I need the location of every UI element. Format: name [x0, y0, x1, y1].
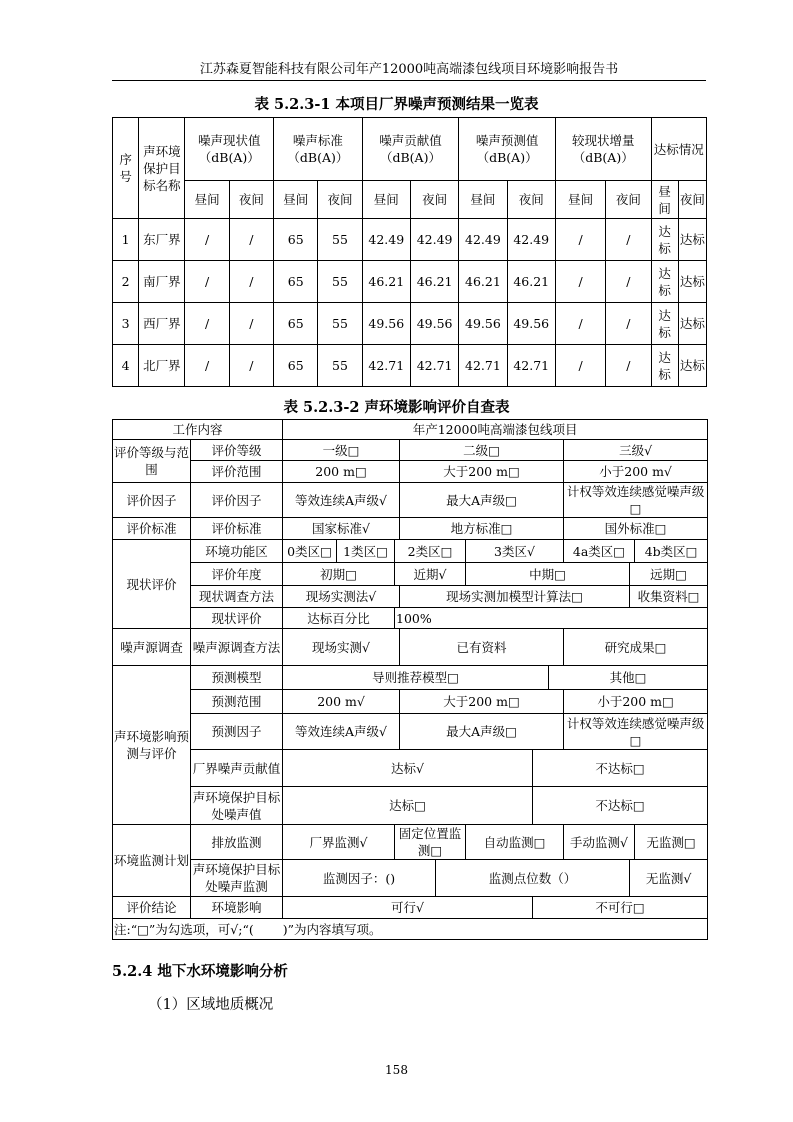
header-target-name: 声环境保护目标名称	[139, 118, 185, 219]
option: 小于200 m√	[564, 461, 708, 483]
survey-method-label: 现状调查方法	[191, 586, 283, 608]
header-no: 序号	[113, 118, 139, 219]
group-factor: 评价因子	[113, 483, 191, 518]
group-level-range: 评价等级与范围	[113, 440, 191, 483]
option: 达标√	[283, 750, 533, 787]
cell: 65	[274, 345, 318, 387]
cell: 达标	[651, 345, 678, 387]
option: 计权等效连续感觉噪声级□	[564, 483, 708, 518]
cell: 46.21	[410, 261, 458, 303]
sub-day: 昼间	[274, 181, 318, 219]
header-increment: 较现状增量（dB(A)）	[555, 118, 651, 181]
cell: /	[606, 219, 651, 261]
option: 中期□	[466, 563, 630, 586]
option: 一级□	[283, 440, 400, 461]
cell: /	[185, 219, 229, 261]
cell: 达标	[651, 261, 678, 303]
sub-night: 夜间	[606, 181, 651, 219]
cell: 46.21	[362, 261, 410, 303]
page-header: 江苏森夏智能科技有限公司年产12000吨高端漆包线项目环境影响报告书	[199, 62, 619, 77]
option: 研究成果□	[564, 629, 708, 666]
cell: 42.71	[362, 345, 410, 387]
option: 可行√	[283, 897, 533, 919]
env-impact-label: 环境影响	[191, 897, 283, 919]
cell: 达标	[651, 303, 678, 345]
cell: 49.56	[459, 303, 507, 345]
eval-std-label: 评价标准	[191, 518, 283, 540]
option: 不达标□	[533, 787, 708, 825]
option: 无监测√	[630, 860, 708, 897]
work-content-label: 工作内容	[113, 420, 283, 440]
cell: 42.49	[507, 219, 555, 261]
table1-caption: 表 5.2.3-1 本项目厂界噪声预测结果一览表	[254, 96, 539, 113]
cell: /	[229, 345, 273, 387]
boundary-label: 厂界噪声贡献值	[191, 750, 283, 787]
option: 已有资料	[400, 629, 564, 666]
option: 收集资料□	[630, 586, 708, 608]
project-name: 年产12000吨高端漆包线项目	[283, 420, 708, 440]
cell: 49.56	[410, 303, 458, 345]
option: 等效连续A声级√	[283, 483, 400, 518]
sub-night: 夜间	[229, 181, 273, 219]
cell: 49.56	[507, 303, 555, 345]
option: 最大A声级□	[400, 714, 564, 750]
cell: /	[555, 345, 605, 387]
row-name: 东厂界	[139, 219, 185, 261]
func-zone-label: 环境功能区	[191, 540, 283, 563]
header-rule	[112, 80, 706, 81]
cell: 达标	[678, 261, 706, 303]
sub-day: 昼间	[555, 181, 605, 219]
option: 二级□	[400, 440, 564, 461]
table-row	[113, 219, 707, 261]
cell: /	[555, 261, 605, 303]
option: 初期□	[283, 563, 395, 586]
cell: /	[555, 303, 605, 345]
option: 200 m√	[283, 690, 400, 714]
current-eval-label: 现状评价	[191, 608, 283, 629]
row-name: 南厂界	[139, 261, 185, 303]
header-status: 达标情况	[651, 118, 706, 181]
cell: /	[606, 261, 651, 303]
cell: /	[606, 345, 651, 387]
option: 小于200 m□	[564, 690, 708, 714]
option: 200 m□	[283, 461, 400, 483]
sub-day: 昼间	[185, 181, 229, 219]
option: 最大A声级□	[400, 483, 564, 518]
option: 大于200 m□	[400, 461, 564, 483]
pred-factor-label: 预测因子	[191, 714, 283, 750]
src-method-label: 噪声源调查方法	[191, 629, 283, 666]
cell: 65	[274, 219, 318, 261]
row-no: 1	[113, 219, 139, 261]
row-name: 北厂界	[139, 345, 185, 387]
option: 4a类区□	[564, 540, 635, 563]
section-title: 5.2.4 地下水环境影响分析	[112, 963, 288, 980]
option: 2类区□	[395, 540, 466, 563]
option: 固定位置监测□	[395, 825, 466, 860]
header-contribution: 噪声贡献值（dB(A)）	[362, 118, 459, 181]
cell: 55	[318, 303, 362, 345]
group-monitoring: 环境监测计划	[113, 825, 191, 897]
option: 远期□	[630, 563, 708, 586]
cell: 55	[318, 219, 362, 261]
table-note: 注:“□”为勾选项，可√;“( )”为内容填写项。	[113, 919, 708, 940]
table-row	[113, 261, 707, 303]
pct-value: 100%	[395, 608, 708, 629]
cell: 42.49	[459, 219, 507, 261]
cell: 46.21	[459, 261, 507, 303]
cell: 42.49	[410, 219, 458, 261]
eval-factor-label: 评价因子	[191, 483, 283, 518]
cell: 65	[274, 261, 318, 303]
sub-night: 夜间	[678, 181, 706, 219]
cell: 42.71	[507, 345, 555, 387]
option: 手动监测√	[564, 825, 635, 860]
option: 自动监测□	[466, 825, 564, 860]
cell: 42.71	[459, 345, 507, 387]
cell: /	[229, 219, 273, 261]
cell: /	[606, 303, 651, 345]
row-no: 4	[113, 345, 139, 387]
cell: 55	[318, 261, 362, 303]
option: 现场实测√	[283, 629, 400, 666]
pred-model-label: 预测模型	[191, 666, 283, 690]
table2-caption: 表 5.2.3-2 声环境影响评价自查表	[283, 399, 510, 416]
option: 厂界监测√	[283, 825, 395, 860]
cell: /	[229, 261, 273, 303]
cell: /	[185, 261, 229, 303]
option: 现场实测法√	[283, 586, 400, 608]
cell: /	[229, 303, 273, 345]
option: 近期√	[395, 563, 466, 586]
group-conclusion: 评价结论	[113, 897, 191, 919]
cell: 达标	[678, 303, 706, 345]
cell: 达标	[678, 345, 706, 387]
cell: 65	[274, 303, 318, 345]
sub-day: 昼间	[459, 181, 507, 219]
option: 计权等效连续感觉噪声级□	[564, 714, 708, 750]
cell: /	[185, 345, 229, 387]
option: 国外标准□	[564, 518, 708, 540]
option: 现场实测加模型计算法□	[400, 586, 630, 608]
sub-day: 昼间	[651, 181, 678, 219]
cell: 49.56	[362, 303, 410, 345]
row-name: 西厂界	[139, 303, 185, 345]
row-no: 2	[113, 261, 139, 303]
option: 等效连续A声级√	[283, 714, 400, 750]
header-current-value: 噪声现状值（dB(A)）	[185, 118, 274, 181]
header-standard: 噪声标准（dB(A)）	[274, 118, 363, 181]
cell: /	[185, 303, 229, 345]
target-mon-label: 声环境保护目标处噪声监测	[191, 860, 283, 897]
option: 不达标□	[533, 750, 708, 787]
option: 监测因子：()	[283, 860, 436, 897]
row-no: 3	[113, 303, 139, 345]
option: 三级√	[564, 440, 708, 461]
option: 无监测□	[635, 825, 708, 860]
group-standard: 评价标准	[113, 518, 191, 540]
cell: 55	[318, 345, 362, 387]
group-current-eval: 现状评价	[113, 540, 191, 629]
sub-night: 夜间	[318, 181, 362, 219]
sub-night: 夜间	[410, 181, 458, 219]
eval-year-label: 评价年度	[191, 563, 283, 586]
option: 4b类区□	[635, 540, 708, 563]
noise-prediction-table	[112, 117, 707, 387]
option: 1类区□	[337, 540, 395, 563]
cell: 达标	[678, 219, 706, 261]
paragraph: （1）区域地质概况	[148, 997, 274, 1013]
cell: /	[555, 219, 605, 261]
eval-level-label: 评价等级	[191, 440, 283, 461]
self-check-table	[112, 419, 708, 940]
cell: 达标	[651, 219, 678, 261]
table-row	[113, 345, 707, 387]
option: 达标□	[283, 787, 533, 825]
target-label: 声环境保护目标处噪声值	[191, 787, 283, 825]
header-prediction: 噪声预测值（dB(A)）	[459, 118, 556, 181]
option: 0类区□	[283, 540, 337, 563]
sub-day: 昼间	[362, 181, 410, 219]
pred-range-label: 预测范围	[191, 690, 283, 714]
cell: 42.71	[410, 345, 458, 387]
emission-mon-label: 排放监测	[191, 825, 283, 860]
group-prediction: 声环境影响预测与评价	[113, 666, 191, 825]
option: 导则推荐模型□	[283, 666, 549, 690]
option: 不可行□	[533, 897, 708, 919]
cell: 46.21	[507, 261, 555, 303]
page-number: 158	[385, 1063, 408, 1077]
option: 大于200 m□	[400, 690, 564, 714]
eval-range-label: 评价范围	[191, 461, 283, 483]
cell: 42.49	[362, 219, 410, 261]
group-source: 噪声源调查	[113, 629, 191, 666]
option: 监测点位数（）	[436, 860, 630, 897]
sub-night: 夜间	[507, 181, 555, 219]
option: 国家标准√	[283, 518, 400, 540]
option: 地方标准□	[400, 518, 564, 540]
option: 3类区√	[466, 540, 564, 563]
pct-label: 达标百分比	[283, 608, 395, 629]
table-row	[113, 303, 707, 345]
option: 其他□	[549, 666, 708, 690]
